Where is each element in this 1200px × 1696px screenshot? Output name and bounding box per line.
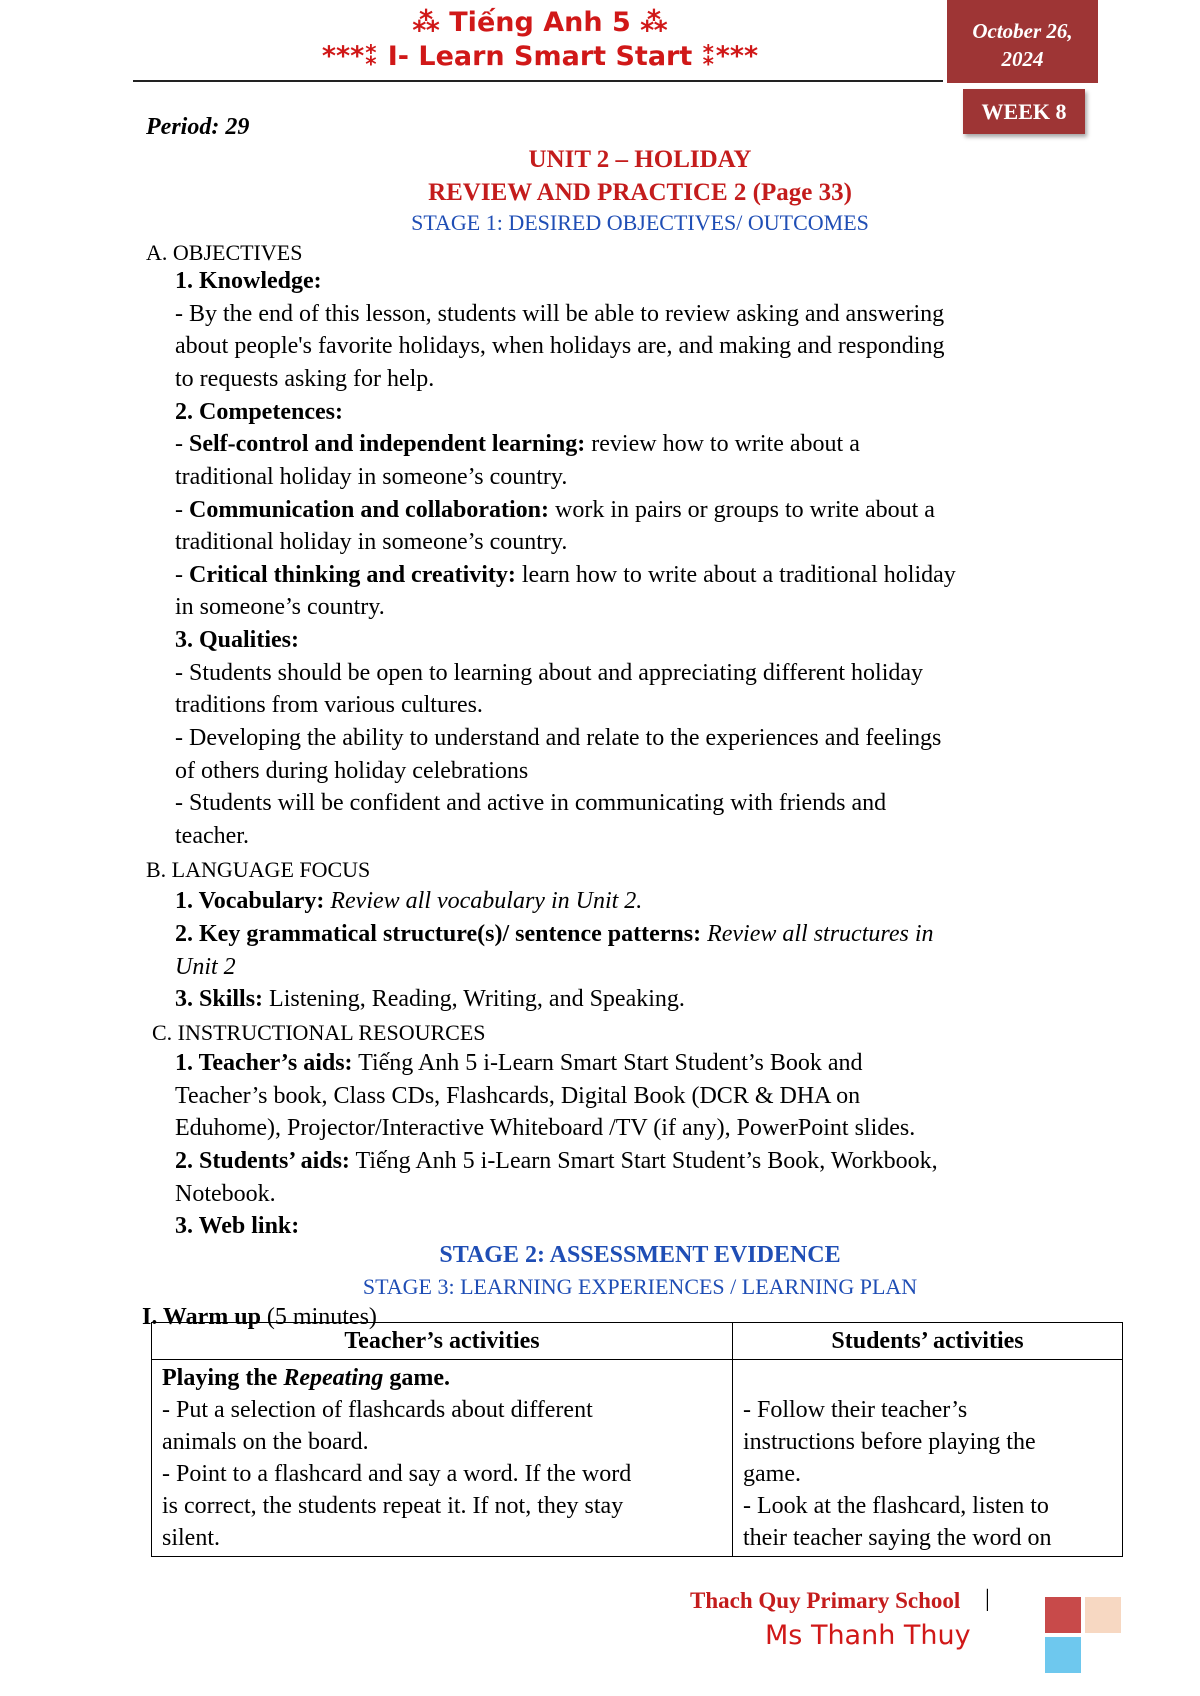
qualities-line-4: of others during holiday celebrations (175, 758, 529, 784)
qualities-line-6: teacher. (175, 823, 249, 849)
logo-square-blue (1045, 1637, 1081, 1673)
header-title-line1: ⁂ Tiếng Anh 5 ⁂ (412, 7, 668, 38)
activities-table (151, 1322, 1123, 1557)
student-line-5: their teacher saying the word on (743, 1525, 1052, 1551)
skills-label: 3. Skills: (175, 986, 264, 1012)
knowledge-title: 1. Knowledge: (175, 268, 322, 294)
vocabulary-label: 1. Vocabulary: (175, 888, 325, 914)
vocabulary-line (175, 886, 642, 916)
competences-title: 2. Competences: (175, 399, 343, 425)
competence-2-label: Communication and collaboration: (189, 497, 550, 523)
grammar-label: 2. Key grammatical structure(s)/ sentence patterns: (175, 921, 702, 947)
section-c-title: C. INSTRUCTIONAL RESOURCES (152, 1020, 486, 1045)
knowledge-line-2: about people's favorite holidays, when holidays are, and making and responding (175, 333, 945, 359)
teacher-aids-line (175, 1048, 863, 1078)
web-link-label: 3. Web link: (175, 1213, 300, 1239)
header-title-line2: ***⁑ I- Learn Smart Start ⁑*** (321, 41, 759, 72)
teacher-line-1: - Put a selection of flashcards about different (162, 1397, 593, 1423)
logo-square-red (1045, 1597, 1081, 1633)
game-title-suffix: game. (383, 1365, 450, 1391)
unit-title: UNIT 2 – HOLIDAY (528, 146, 752, 173)
stage1-heading: STAGE 1: DESIRED OBJECTIVES/ OUTCOMES (411, 210, 869, 235)
student-line-3: game. (743, 1461, 801, 1487)
qualities-line-5: - Students will be confident and active in communicating with friends and (175, 790, 887, 816)
knowledge-line-3: to requests asking for help. (175, 366, 435, 392)
table-header-row (152, 1323, 1123, 1360)
competence-1-line2: traditional holiday in someone’s country. (175, 464, 568, 490)
competence-3-label: Critical thinking and creativity: (189, 562, 516, 588)
student-aids-line2: Notebook. (175, 1181, 276, 1207)
teacher-aids-line3: Eduhome), Projector/Interactive Whiteboard /TV (if any), PowerPoint slides. (175, 1115, 916, 1141)
teacher-line-3: - Point to a flashcard and say a word. If the word (162, 1461, 632, 1487)
competence-3-text: learn how to write about a traditional holiday (515, 562, 956, 588)
competence-3: - Critical thinking and creativity: learn how to write about a traditional holiday (175, 562, 956, 588)
grammar-text: Review all structures in (707, 921, 934, 947)
teacher-activities-cell (152, 1360, 733, 1557)
teacher-activities-header: Teacher’s activities (152, 1323, 733, 1360)
teacher-line-5: silent. (162, 1525, 220, 1551)
game-name: Repeating (283, 1365, 384, 1391)
date-text: October 26, 2024 (972, 18, 1073, 71)
stage2-heading: STAGE 2: ASSESSMENT EVIDENCE (439, 1242, 841, 1268)
logo-square-peach (1085, 1597, 1121, 1633)
footer-teacher: Ms Thanh Thuy (765, 1620, 971, 1651)
game-title-prefix: Playing the (162, 1365, 284, 1391)
student-line-2: instructions before playing the (743, 1429, 1036, 1455)
skills-text: Listening, Reading, Writing, and Speaking. (263, 986, 685, 1012)
qualities-line-1: - Students should be open to learning about and appreciating different holiday (175, 660, 924, 686)
competence-3-line2: in someone’s country. (175, 594, 385, 620)
grammar-line2: Unit 2 (175, 954, 236, 980)
teacher-aids-line2: Teacher’s book, Class CDs, Flashcards, Digital Book (DCR & DHA on (175, 1083, 861, 1109)
section-a-title: A. OBJECTIVES (146, 240, 303, 265)
competence-1: - Self-control and independent learning: review how to write about a (175, 431, 860, 457)
student-line-4: - Look at the flashcard, listen to (743, 1493, 1049, 1519)
table-row (152, 1360, 1123, 1557)
students-activities-cell (733, 1360, 1123, 1557)
grammar-line (175, 919, 933, 949)
warm-up-label: I. Warm up (142, 1304, 261, 1330)
teacher-line-2: animals on the board. (162, 1429, 369, 1455)
header-divider (133, 80, 943, 82)
competence-1-text: review how to write about a (585, 431, 860, 457)
lesson-title: REVIEW AND PRACTICE 2 (Page 33) (428, 179, 852, 206)
competence-1-label: Self-control and independent learning: (189, 431, 586, 457)
student-aids-line (175, 1146, 938, 1176)
student-line-1: - Follow their teacher’s (743, 1397, 968, 1423)
teacher-aids-label: 1. Teacher’s aids: (175, 1050, 353, 1076)
section-b-title: B. LANGUAGE FOCUS (146, 857, 371, 882)
qualities-line-2: traditions from various cultures. (175, 692, 483, 718)
week-badge: WEEK 8 (963, 89, 1085, 134)
teacher-aids-text: Tiếng Anh 5 i-Learn Smart Start Student’s Book and (352, 1050, 863, 1076)
qualities-title: 3. Qualities: (175, 627, 299, 653)
student-aids-label: 2. Students’ aids: (175, 1148, 350, 1174)
stage3-heading: STAGE 3: LEARNING EXPERIENCES / LEARNING PLAN (362, 1274, 918, 1299)
competence-2: - Communication and collaboration: work in pairs or groups to write about a (175, 497, 935, 523)
period-label: Period: 29 (146, 114, 250, 140)
footer-school: Thach Quy Primary School (690, 1588, 961, 1613)
date-badge (947, 0, 1098, 83)
warm-up-duration: (5 minutes) (260, 1304, 377, 1330)
competence-2-line2: traditional holiday in someone’s country. (175, 529, 568, 555)
competence-2-text: work in pairs or groups to write about a (549, 497, 935, 523)
qualities-line-3: - Developing the ability to understand and relate to the experiences and feelings (175, 725, 942, 751)
teacher-line-4: is correct, the students repeat it. If not, they stay (162, 1493, 624, 1519)
skills-line (175, 984, 685, 1014)
game-title (162, 1362, 722, 1394)
student-aids-text: Tiếng Anh 5 i-Learn Smart Start Student’s Book, Workbook, (349, 1148, 938, 1174)
footer-separator: | (985, 1586, 990, 1612)
student-spacer (743, 1362, 1112, 1394)
knowledge-line-1: - By the end of this lesson, students will be able to review asking and answering (175, 301, 945, 327)
students-activities-header: Students’ activities (733, 1323, 1123, 1360)
vocabulary-text: Review all vocabulary in Unit 2. (330, 888, 643, 914)
